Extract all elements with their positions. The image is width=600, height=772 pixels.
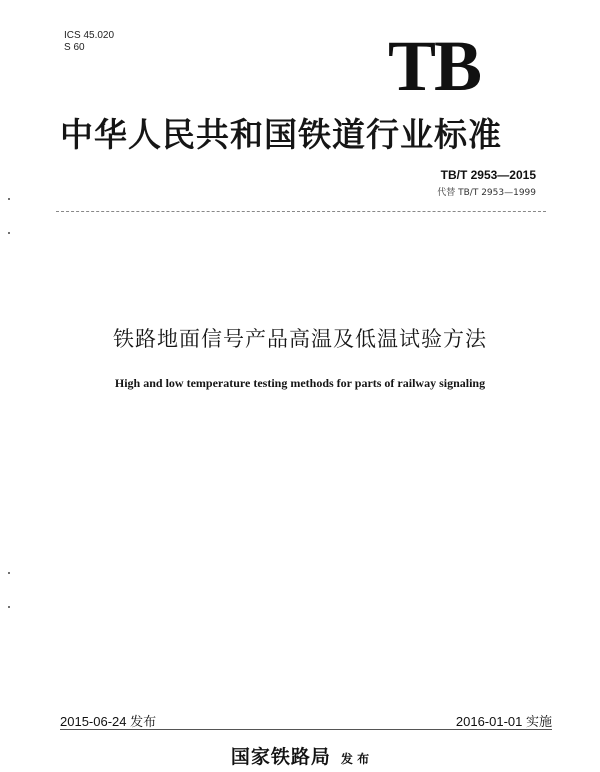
ccs-code: S 60 [64,42,85,53]
issuer-action: 发 布 [340,752,370,766]
tb-logo: TB [388,26,481,106]
issuer-line [0,742,600,769]
ics-code: ICS 45.020 [64,30,115,41]
scan-speck [8,606,10,608]
implementation-date: 2016-01-01 实施 [455,714,552,729]
scan-speck [8,198,10,200]
standard-replaces: 代替 TB/T 2953—1999 [437,188,536,198]
document-title-english: High and low temperature testing methods for parts of railway signaling [114,376,486,390]
publish-date: 2015-06-24 发布 [60,714,157,729]
standard-code: TB/T 2953—2015 [440,168,536,182]
issuer-organization: 国家铁路局 [230,746,331,768]
scan-speck [8,572,10,574]
organization-title: 中华人民共和国铁道行业标准 [60,115,502,154]
classification-block [64,30,114,54]
document-title-chinese: 铁路地面信号产品高温及低温试验方法 [113,327,487,351]
footer-divider [60,729,552,730]
header-divider [56,211,546,212]
scan-speck [8,232,10,234]
